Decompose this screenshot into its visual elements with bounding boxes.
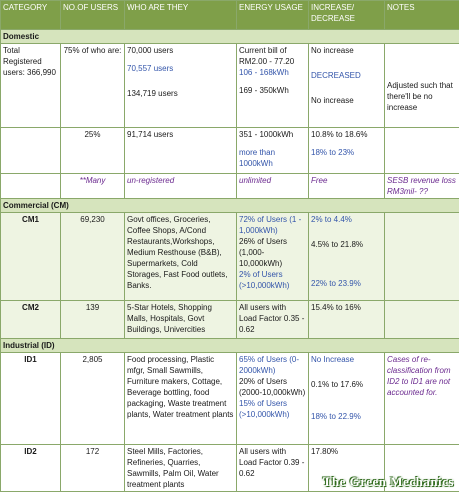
energy-line: 15% of Users (>10,000kWh) bbox=[239, 399, 290, 419]
who-line: 70,557 users bbox=[127, 64, 174, 73]
table-row bbox=[1, 128, 459, 174]
cm2-change: 15.4% to 16% bbox=[309, 301, 385, 339]
change-line: No increase bbox=[311, 96, 354, 105]
table-row bbox=[1, 353, 459, 445]
change-line: No Increase bbox=[311, 355, 355, 364]
domestic-energy-2 bbox=[237, 128, 309, 174]
section-commercial bbox=[1, 199, 459, 213]
id2-change: 17.80% bbox=[309, 445, 385, 492]
energy-line: 106 - 168kWh bbox=[239, 68, 289, 77]
cm1-users: 69,230 bbox=[61, 213, 125, 301]
header-row bbox=[1, 1, 459, 30]
energy-line: 351 - 1000kWh bbox=[239, 130, 294, 139]
energy-line: more than 1000kWh bbox=[239, 148, 276, 168]
header-notes: NOTES bbox=[385, 1, 459, 30]
who-line: 134,719 users bbox=[127, 89, 178, 98]
domestic-unregistered: un-registered bbox=[125, 174, 237, 199]
change-line: 10.8% to 18.6% bbox=[311, 130, 368, 139]
domestic-energy bbox=[237, 44, 309, 128]
change-line: No increase bbox=[311, 46, 354, 55]
id2-users: 172 bbox=[61, 445, 125, 492]
change-line: 22% to 23.9% bbox=[311, 279, 361, 288]
domestic-revenue-note: SESB revenue loss RM3mil- ?? bbox=[385, 174, 459, 199]
domestic-change bbox=[309, 44, 385, 128]
id1-users: 2,805 bbox=[61, 353, 125, 445]
domestic-pct-2: 25% bbox=[61, 128, 125, 174]
id1-who: Food processing, Plastic mfgr, Small Sawmills, Furniture makers, Cottage, Beverage bottling, food packaging, Waste treatment plants, Water treatment plants bbox=[125, 353, 237, 445]
header-who: WHO ARE THEY bbox=[125, 1, 237, 30]
cm2-users: 139 bbox=[61, 301, 125, 339]
who-line: 70,000 users bbox=[127, 46, 174, 55]
table-row bbox=[1, 213, 459, 301]
domestic-note bbox=[385, 44, 459, 128]
table-row bbox=[1, 44, 459, 128]
change-line: 0.1% to 17.6% bbox=[311, 380, 364, 389]
energy-line: 72% of Users (1 - 1,000kWh) bbox=[239, 215, 302, 235]
header-users: NO.OF USERS bbox=[61, 1, 125, 30]
energy-line: 2% of Users (>10,000kWh) bbox=[239, 270, 290, 290]
cm2-who: 5-Star Hotels, Shopping Malls, Hospitals, Govt Buildings, Univercities bbox=[125, 301, 237, 339]
change-line: 2% to 4.4% bbox=[311, 215, 352, 224]
id2-who: Steel Mills, Factories, Refineries, Quarries, Sawmills, Palm Oil, Water treatment plants bbox=[125, 445, 237, 492]
watermark-text: The Green Mechanics bbox=[322, 474, 454, 489]
id2-energy: All users with Load Factor 0.39 - 0.62 bbox=[237, 445, 309, 492]
cm1-who: Govt offices, Groceries, Coffee Shops, A/Cond Restaurants,Workshops, Medium Resthouse (B&B), Supermarkets, Cold Storages, Fast Food outlets, Banks. bbox=[125, 213, 237, 301]
domestic-change-2 bbox=[309, 128, 385, 174]
cm1-energy bbox=[237, 213, 309, 301]
section-industrial bbox=[1, 339, 459, 353]
domestic-free: Free bbox=[309, 174, 385, 199]
change-line: 18% to 23% bbox=[311, 148, 355, 157]
header-energy: ENERGY USAGE bbox=[237, 1, 309, 30]
domestic-who bbox=[125, 44, 237, 128]
cm2-label: CM2 bbox=[1, 301, 61, 339]
domestic-unregistered-count: **Many bbox=[61, 174, 125, 199]
energy-line: 26% of Users (1,000-10,000kWh) bbox=[239, 237, 288, 268]
change-line: 18% to 22.9% bbox=[311, 412, 361, 421]
section-title: Industrial (ID) bbox=[1, 339, 459, 353]
id1-note: Cases of re-classification from ID2 to ID1 are not accounted for. bbox=[385, 353, 459, 445]
energy-line: 65% of Users (0-2000kWh) bbox=[239, 355, 300, 375]
cm2-energy: All users with Load Factor 0.35 - 0.62 bbox=[237, 301, 309, 339]
id1-energy bbox=[237, 353, 309, 445]
table-row bbox=[1, 301, 459, 339]
section-title: Commercial (CM) bbox=[1, 199, 459, 213]
energy-line: 20% of Users (2000-10,000kWh) bbox=[239, 377, 306, 397]
section-domestic bbox=[1, 30, 459, 44]
id2-label: ID2 bbox=[1, 445, 61, 492]
domestic-unlimited: unlimited bbox=[237, 174, 309, 199]
domestic-pct: 75% of who are: bbox=[61, 44, 125, 128]
domestic-total: Total Registered users: 366,990 bbox=[1, 44, 61, 128]
energy-line: 169 - 350kWh bbox=[239, 86, 289, 95]
energy-line: Current bill of RM2.00 - 77.20 bbox=[239, 46, 295, 66]
id1-change bbox=[309, 353, 385, 445]
change-line: 4.5% to 21.8% bbox=[311, 240, 364, 249]
cm1-label: CM1 bbox=[1, 213, 61, 301]
domestic-who-2: 91,714 users bbox=[125, 128, 237, 174]
header-change: INCREASE/ DECREASE bbox=[309, 1, 385, 30]
id1-label: ID1 bbox=[1, 353, 61, 445]
note-text: Adjusted such that there'll be no increase bbox=[387, 81, 453, 112]
table-row bbox=[1, 174, 459, 199]
header-category: CATEGORY bbox=[1, 1, 61, 30]
section-title: Domestic bbox=[1, 30, 459, 44]
change-line: DECREASED bbox=[311, 71, 361, 80]
cm1-change bbox=[309, 213, 385, 301]
